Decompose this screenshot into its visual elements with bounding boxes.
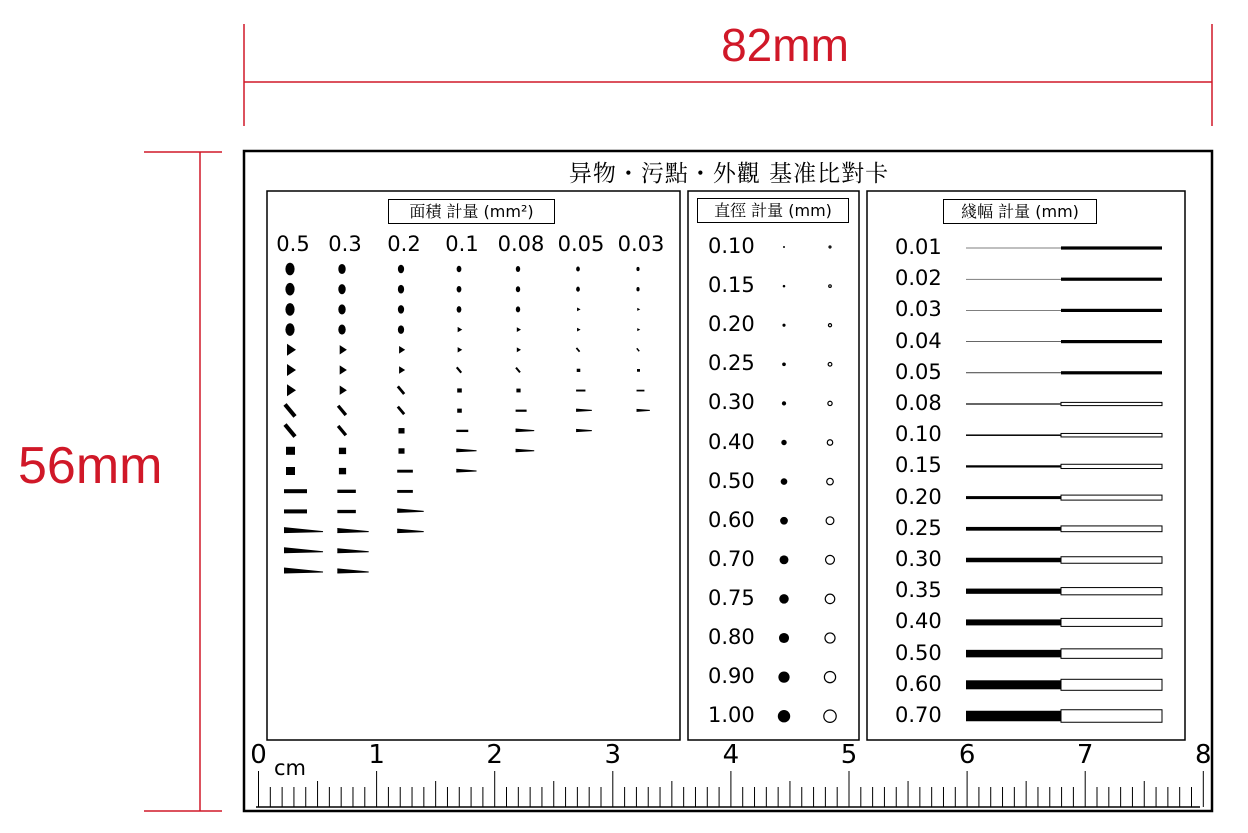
ruler-ticks: [259, 771, 1204, 807]
line-sample-bold: [1061, 371, 1162, 374]
area-sample-mark: [516, 389, 520, 393]
diameter-dot-filled: [780, 555, 789, 564]
line-width-label: 0.02: [895, 266, 942, 291]
area-sample-mark: [285, 425, 295, 437]
area-sample-mark: [285, 263, 294, 276]
area-sample-mark: [399, 366, 405, 374]
area-sample-mark: [516, 266, 520, 272]
diameter-dot-filled: [779, 633, 789, 643]
diameter-dot-outline: [825, 633, 835, 643]
area-sample-mark: [516, 286, 520, 292]
line-width-label: 0.05: [895, 359, 942, 384]
area-sample-mark: [398, 305, 404, 314]
line-sample-outline: [1061, 526, 1162, 532]
area-column-label: 0.03: [617, 232, 665, 256]
area-sample-mark: [516, 449, 535, 452]
ruler-number: 6: [958, 740, 976, 770]
line-sample-thin: [966, 372, 1061, 373]
diameter-dot-filled: [778, 710, 790, 722]
area-sample-mark: [339, 448, 346, 454]
area-sample-mark: [397, 529, 424, 533]
area-sample-mark: [576, 409, 592, 411]
line-sample-outline: [1061, 402, 1162, 405]
diameter-dot-outline: [827, 478, 834, 485]
area-sample-mark: [284, 548, 323, 553]
area-sample-mark: [397, 490, 413, 493]
area-sample-mark: [338, 325, 345, 335]
diameter-dot-filled: [782, 362, 786, 366]
area-sample-mark: [637, 409, 650, 411]
line-sample-bold: [1061, 340, 1162, 343]
area-sample-mark: [397, 470, 413, 473]
line-sample-outline: [1061, 679, 1162, 690]
diameter-dot-filled: [781, 440, 786, 445]
area-sample-mark: [577, 328, 581, 332]
area-sample-mark: [398, 265, 404, 274]
line-sample-outline: [1061, 618, 1162, 626]
line-sample-outline: [1061, 464, 1162, 468]
diameter-dot-outline: [829, 285, 832, 288]
ruler-number: 8: [1195, 740, 1212, 770]
line-sample-bold: [1061, 246, 1162, 249]
area-sample-mark: [456, 449, 476, 452]
area-sample-mark: [457, 266, 462, 273]
line-width-label: 0.10: [895, 422, 942, 447]
line-sample-thin: [966, 589, 1061, 594]
diameter-dot-filled: [778, 671, 789, 682]
area-sample-mark: [338, 264, 345, 274]
area-sample-mark: [458, 327, 463, 332]
line-width-label: 0.35: [895, 578, 942, 603]
diameter-dot-filled: [782, 401, 786, 405]
line-width-label: 0.25: [895, 515, 942, 540]
ruler-unit-label: cm: [274, 756, 307, 780]
line-sample-thin: [966, 341, 1061, 342]
area-sample-mark: [457, 409, 462, 413]
ruler-number: 0: [250, 740, 267, 770]
diameter-dot-outline: [826, 517, 834, 525]
line-sample-thin: [966, 465, 1061, 467]
diameter-dot-outline: [826, 555, 835, 564]
area-sample-mark: [337, 549, 368, 553]
line-width-label: 0.30: [895, 547, 942, 571]
area-sample-mark: [284, 489, 307, 493]
area-column-label: 0.1: [445, 232, 479, 256]
area-sample-mark: [576, 287, 580, 292]
diameter-label: 0.70: [708, 546, 755, 571]
area-sample-mark: [637, 390, 645, 392]
ruler-number: 3: [604, 740, 622, 770]
area-sample-mark: [516, 429, 535, 432]
diameter-dot-filled: [783, 246, 785, 248]
area-sample-mark: [457, 367, 461, 372]
ruler-number: 5: [840, 740, 858, 770]
diameter-label: 0.75: [708, 585, 755, 610]
line-sample-thin: [966, 496, 1061, 499]
area-sample-mark: [285, 404, 295, 416]
area-sample-mark: [286, 447, 295, 455]
area-sample-mark: [458, 347, 463, 352]
area-sample-mark: [399, 346, 405, 354]
line-sample-thin: [966, 279, 1061, 280]
area-sample-mark: [576, 390, 585, 392]
line-sample-bold: [1061, 309, 1162, 312]
line-sample-thin: [966, 527, 1061, 531]
diameter-dot-filled: [782, 324, 785, 327]
area-sample-mark: [340, 365, 347, 374]
area-column-label: 0.5: [276, 232, 310, 256]
area-sample-mark: [456, 430, 468, 432]
area-sample-mark: [516, 368, 520, 373]
line-sample-outline: [1061, 557, 1162, 564]
diameter-label: 0.80: [708, 625, 755, 649]
diameter-label: 0.25: [708, 351, 755, 376]
area-sample-mark: [285, 303, 294, 316]
area-sample-mark: [338, 426, 346, 435]
area-sample-mark: [398, 325, 404, 334]
ruler-number: 1: [368, 740, 385, 770]
line-panel-title: 綫幅 計量 (mm): [943, 199, 1097, 224]
area-sample-mark: [285, 283, 294, 296]
area-column-label: 0.05: [557, 232, 605, 256]
area-sample-mark: [637, 369, 640, 372]
area-sample-mark: [516, 410, 527, 412]
area-sample-mark: [397, 509, 424, 513]
diameter-label: 0.10: [708, 234, 755, 258]
diameter-dot-outline: [829, 246, 831, 248]
line-sample-outline: [1061, 649, 1162, 659]
area-sample-mark: [637, 328, 640, 331]
diameter-label: 0.50: [708, 468, 755, 493]
area-sample-mark: [340, 386, 347, 395]
diameter-dot-filled: [779, 594, 789, 604]
area-column-label: 0.2: [387, 232, 421, 256]
area-sample-mark: [636, 267, 639, 271]
area-sample-mark: [517, 327, 521, 332]
line-width-sample-marks: [966, 246, 1162, 722]
diameter-dot-filled: [781, 478, 788, 485]
area-sample-mark: [576, 348, 579, 352]
area-sample-mark: [457, 286, 462, 293]
diameter-sample-marks: [778, 246, 836, 722]
area-sample-mark: [338, 304, 345, 314]
area-panel-title: 面積 計量 (mm²): [388, 199, 555, 224]
width-dimension-label: 82mm: [721, 19, 849, 71]
line-width-label: 0.03: [895, 297, 942, 322]
diameter-panel-title: 直徑 計量 (mm): [697, 198, 849, 223]
ruler-number: 7: [1076, 740, 1094, 770]
area-sample-mark: [398, 448, 404, 453]
line-sample-thin: [966, 711, 1061, 722]
line-sample-thin: [966, 680, 1061, 689]
area-sample-mark: [287, 384, 296, 396]
diameter-dot-filled: [780, 517, 788, 525]
diameter-label: 1.00: [708, 703, 755, 728]
line-sample-thin: [966, 248, 1061, 249]
height-dimension-label: 56mm: [18, 437, 163, 495]
area-panel-border: [267, 191, 680, 740]
area-sample-mark: [337, 510, 355, 513]
line-sample-thin: [966, 310, 1061, 311]
diameter-label: 0.60: [708, 507, 755, 532]
line-sample-thin: [966, 403, 1061, 404]
diameter-label: 0.15: [708, 273, 755, 298]
ruler-number: 2: [486, 740, 503, 770]
diameter-dot-outline: [828, 362, 832, 366]
area-column-label: 0.3: [328, 232, 362, 256]
line-sample-outline: [1061, 710, 1162, 723]
diameter-dot-outline: [828, 324, 831, 327]
line-width-label: 0.40: [895, 609, 942, 634]
line-width-label: 0.60: [895, 671, 942, 696]
area-sample-mark: [284, 528, 323, 533]
diameter-label: 0.20: [708, 312, 755, 337]
area-sample-marks: [284, 263, 650, 573]
ruler-number: 4: [722, 740, 740, 770]
diameter-dot-outline: [827, 440, 832, 445]
diameter-dot-outline: [825, 594, 835, 604]
line-sample-thin: [966, 650, 1061, 658]
width-dimension-lines: [244, 24, 1212, 126]
area-sample-mark: [457, 306, 462, 313]
area-sample-mark: [576, 429, 592, 431]
diameter-label: 0.40: [708, 429, 755, 454]
height-dimension-lines: [144, 152, 222, 811]
area-column-label: 0.08: [497, 232, 545, 256]
line-sample-thin: [966, 619, 1061, 625]
line-width-label: 0.01: [895, 235, 942, 259]
card-title: 异物・污點・外觀 基准比對卡: [568, 161, 890, 187]
line-sample-outline: [1061, 588, 1162, 595]
area-sample-mark: [337, 490, 355, 493]
area-sample-mark: [339, 468, 346, 474]
diameter-dot-outline: [824, 671, 835, 682]
area-sample-mark: [577, 369, 581, 372]
line-sample-thin: [966, 558, 1061, 563]
area-sample-mark: [337, 529, 368, 533]
area-sample-mark: [637, 308, 640, 311]
area-sample-mark: [398, 428, 404, 433]
area-sample-mark: [636, 287, 639, 291]
line-width-label: 0.08: [895, 391, 942, 415]
line-width-label: 0.15: [895, 453, 942, 478]
area-sample-mark: [517, 347, 521, 352]
area-sample-mark: [284, 568, 323, 573]
area-sample-mark: [516, 306, 520, 312]
line-width-label: 0.04: [895, 328, 942, 353]
line-width-label: 0.70: [895, 703, 942, 727]
area-sample-mark: [577, 308, 581, 312]
line-sample-bold: [1061, 278, 1162, 281]
area-sample-mark: [287, 344, 296, 356]
line-width-label: 0.20: [895, 484, 942, 509]
area-sample-mark: [337, 569, 368, 573]
line-sample-thin: [966, 434, 1061, 436]
diameter-dot-outline: [828, 401, 832, 405]
diameter-label: 0.30: [708, 390, 755, 415]
diameter-dot-outline: [824, 710, 836, 722]
area-sample-mark: [637, 348, 639, 351]
area-sample-mark: [338, 406, 346, 415]
area-sample-mark: [398, 386, 404, 394]
area-sample-mark: [284, 509, 307, 513]
area-sample-mark: [398, 285, 404, 294]
area-sample-mark: [338, 284, 345, 294]
area-sample-mark: [340, 345, 347, 354]
area-sample-mark: [456, 469, 476, 472]
area-sample-mark: [457, 388, 462, 392]
area-sample-mark: [287, 364, 296, 376]
diameter-dot-filled: [783, 285, 786, 288]
diameter-label: 0.90: [708, 664, 755, 689]
line-sample-outline: [1061, 433, 1162, 437]
area-sample-mark: [286, 467, 295, 475]
line-sample-outline: [1061, 495, 1162, 500]
area-sample-mark: [285, 323, 294, 336]
area-sample-mark: [398, 407, 404, 415]
area-sample-mark: [576, 266, 580, 271]
line-width-label: 0.50: [895, 640, 942, 665]
